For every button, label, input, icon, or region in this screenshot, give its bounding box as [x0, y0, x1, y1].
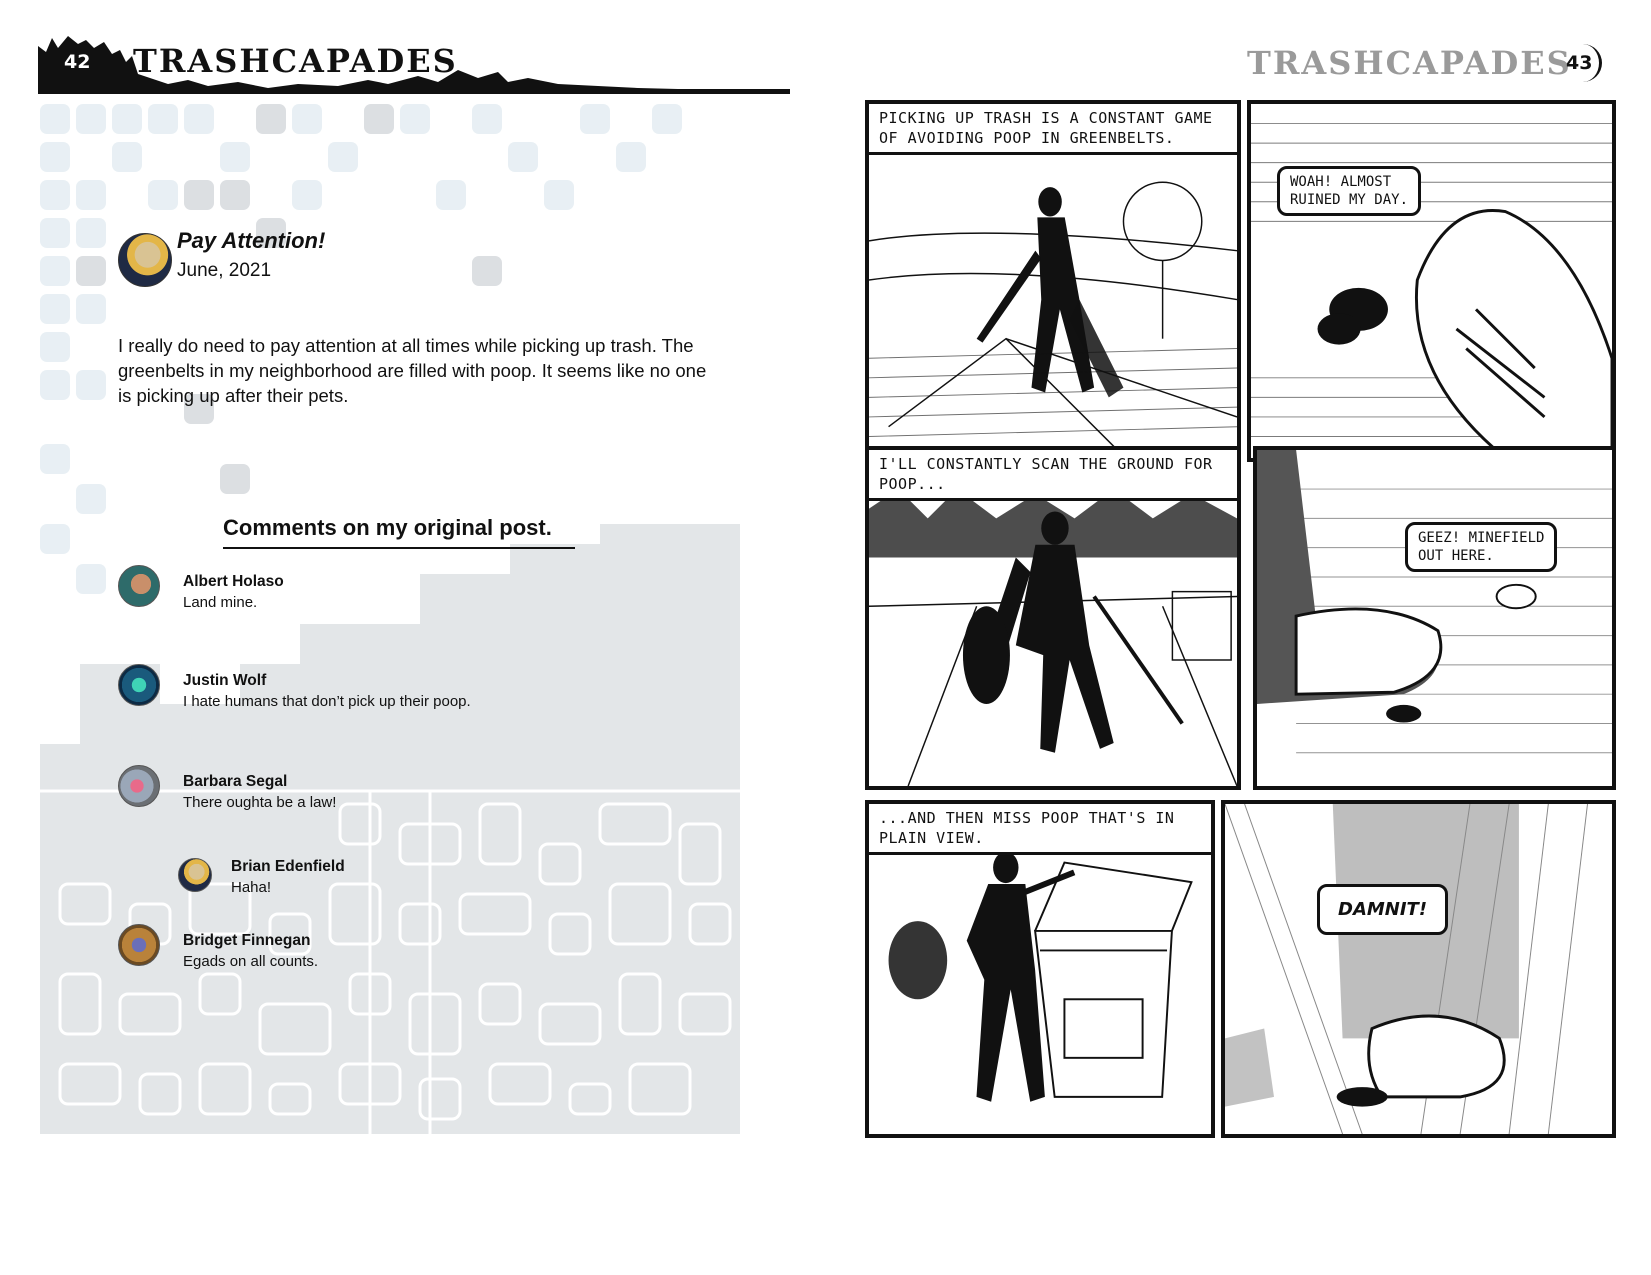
post-title: Pay Attention! [177, 228, 326, 253]
panel-illustration [1225, 804, 1612, 1134]
comment-text: I hate humans that don’t pick up their poop. [183, 693, 471, 710]
running-title: TRASHCAPADES [1247, 44, 1572, 82]
commenter-avatar [118, 664, 160, 706]
panel-illustration [1251, 104, 1612, 458]
commenter-avatar [118, 565, 160, 607]
page-header [38, 34, 790, 100]
panel-caption: I'LL CONSTANTLY SCAN THE GROUND FOR POOP... [869, 450, 1237, 501]
comic-panel [865, 800, 1215, 1138]
commenter-name: Barbara Segal [183, 773, 288, 790]
panel-caption: ...AND THEN MISS POOP THAT'S IN PLAIN VIEW. [869, 804, 1211, 855]
speech-bubble: GEEZ! MINEFIELD OUT HERE. [1405, 522, 1557, 572]
post-body: I really do need to pay attention at all times while picking up trash. The greenbelts in my neighborhood are filled with poop. It seems like no one is picking up after their pets. [118, 335, 707, 406]
left-page [0, 0, 820, 1275]
page-number: 43 [1564, 44, 1602, 82]
commenter-name: Albert Holaso [183, 573, 284, 590]
comic-panel [865, 446, 1241, 790]
commenter-avatar [118, 765, 160, 807]
comic-panel [1253, 446, 1616, 790]
panel-illustration [1257, 450, 1612, 786]
page-number: 42 [64, 51, 91, 73]
speech-bubble: WOAH! ALMOST RUINED MY DAY. [1277, 166, 1421, 216]
author-avatar [118, 233, 172, 287]
right-page [835, 0, 1651, 1275]
running-title: TRASHCAPADES [133, 42, 458, 80]
panel-caption: PICKING UP TRASH IS A CONSTANT GAME OF AVOIDING POOP IN GREENBELTS. [869, 104, 1237, 155]
post-date: June, 2021 [177, 260, 272, 281]
commenter-avatar [118, 924, 160, 966]
commenter-name: Brian Edenfield [231, 858, 345, 875]
panel-illustration [869, 104, 1237, 458]
comment-text: Haha! [231, 879, 272, 896]
comment-text: Land mine. [183, 594, 258, 611]
comment-text: There oughta be a law! [183, 794, 337, 811]
commenter-avatar [178, 858, 212, 892]
comments-heading: Comments on my original post. [223, 515, 575, 549]
comic-panel [1247, 100, 1616, 462]
commenter-name: Bridget Finnegan [183, 932, 311, 949]
comic-panel [865, 100, 1241, 462]
speech-bubble: DAMNIT! [1317, 884, 1448, 935]
comment-text: Egads on all counts. [183, 953, 319, 970]
comic-strip [865, 100, 1616, 1200]
commenter-name: Justin Wolf [183, 672, 267, 689]
comic-panel [1221, 800, 1616, 1138]
